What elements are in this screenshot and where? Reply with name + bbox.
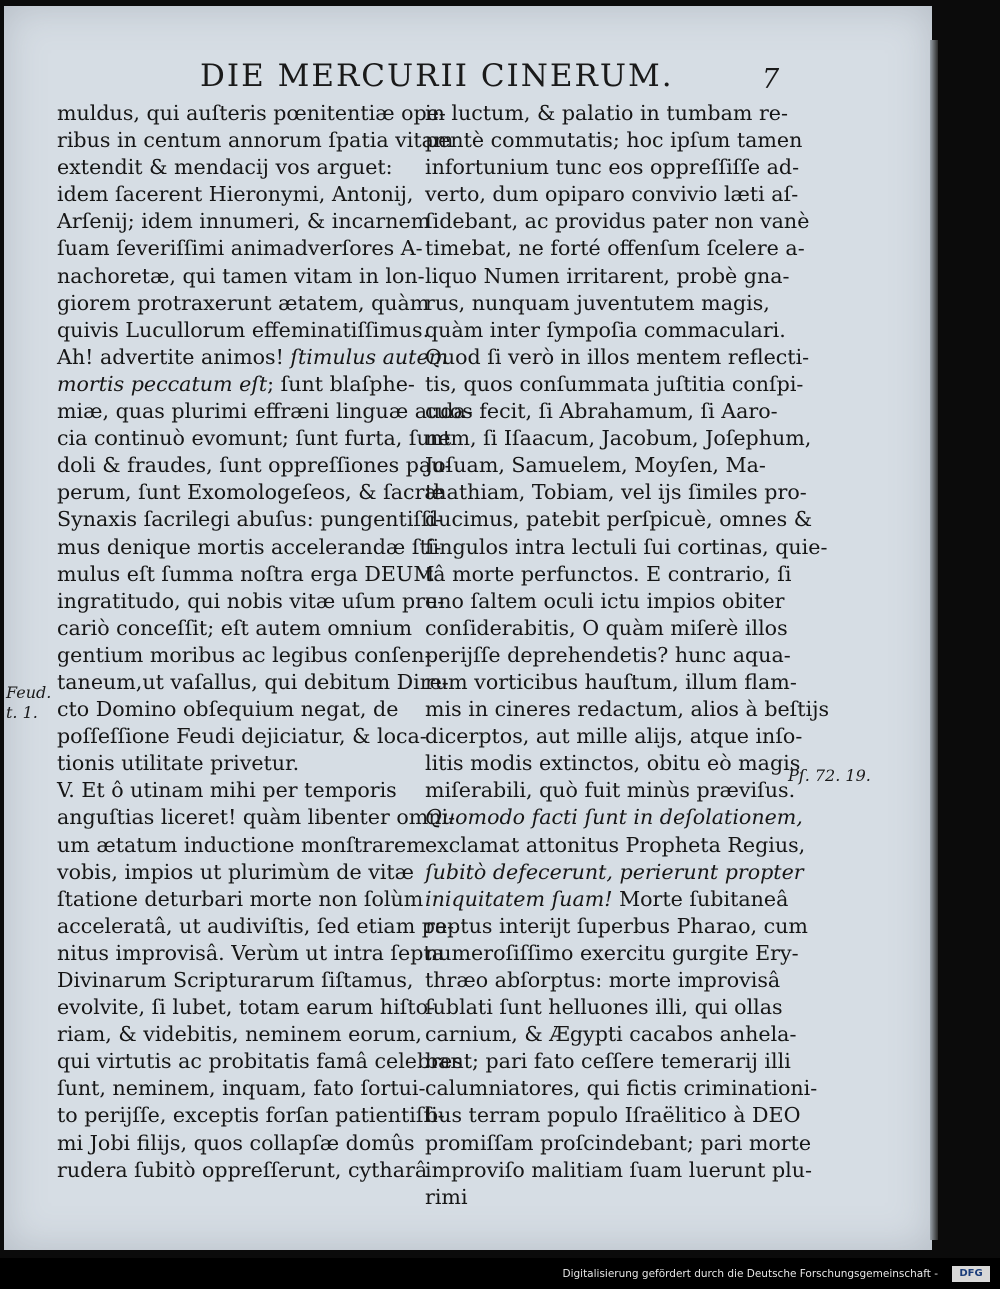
text-line: verto, dum opiparo convivio læti aſ- xyxy=(425,182,799,207)
text-line: pentè commutatis; hoc ipſum tamen xyxy=(425,128,803,153)
text-line: ſunt, neminem, inquam, fato ſortui- xyxy=(57,1076,426,1101)
text-line: ingratitudo, qui nobis vitæ uſum pre- xyxy=(57,588,445,613)
text-line: poſſeſſione Feudi dejiciatur, & loca- xyxy=(57,724,427,749)
text-line: Synaxis ſacrilegi abuſus: pungentiſſi- xyxy=(57,507,443,532)
page-number: 7 xyxy=(762,64,780,95)
text-line: infortunium tunc eos oppreſſiſſe ad- xyxy=(425,155,800,180)
text-line: in luctum, & palatio in tumbam re- xyxy=(425,101,788,125)
text-line: perum, ſunt Exomologeſeos, & ſacræ xyxy=(57,480,444,505)
text-line: thræo abſorptus: morte improvisâ xyxy=(425,968,781,992)
text-line: rudera ſubitò oppreſſerunt, cytharâ xyxy=(57,1157,428,1182)
text-line: perijſſe deprehendetis? hunc aqua- xyxy=(425,642,791,667)
text-line: cuos fecit, ſi Abrahamum, ſi Aaro- xyxy=(425,399,778,424)
text-line: rimi xyxy=(425,1184,468,1209)
text-line: ſubitò defecerunt, perierunt propter xyxy=(425,859,804,884)
text-line: Ah! advertite animos! ſtimulus autem xyxy=(57,344,449,369)
text-line: tâ morte perfunctos. E contrario, ſi xyxy=(425,561,792,586)
text-line: Quod ſi verò in illos mentem reflecti- xyxy=(425,344,810,369)
text-line: V. Et ô utinam mihi per temporis xyxy=(57,778,397,803)
text-line: calumniatores, qui fictis criminationi- xyxy=(425,1076,818,1101)
text-line: um ætatum inductione monſtrarem xyxy=(57,832,426,857)
text-line: exclamat attonitus Propheta Regius, xyxy=(425,832,806,857)
text-line: Arſenij; idem innumeri, & incarnem xyxy=(57,209,431,234)
text-line: miſerabili, quò fuit minùs præviſus. xyxy=(425,778,796,803)
text-line: improviſo malitiam ſuam luerunt plu- xyxy=(425,1157,812,1182)
text-line: litis modis extinctos, obitu eò magis xyxy=(425,751,801,776)
text-line: giorem protraxerunt ætatem, quàm xyxy=(57,290,430,315)
text-line: ribus in centum annorum ſpatia vitam xyxy=(57,128,454,153)
text-line: cariò conceſſit; eſt autem omnium xyxy=(57,615,412,640)
text-line: mulus eſt ſumma noſtra erga DEUM xyxy=(57,561,435,586)
text-line: mortis peccatum eſt; ſunt blaſphe- xyxy=(57,371,415,396)
text-line: raptus interijt ſuperbus Pharao, cum xyxy=(425,913,808,938)
text-line: taneum,ut vaſallus, qui debitum Dire- xyxy=(57,669,449,694)
text-line: ſublati ſunt helluones illi, qui ollas xyxy=(425,995,783,1020)
text-line: acceleratâ, ut audiviſtis, ſed etiam pe- xyxy=(57,913,455,938)
text-line: mis in cineres redactum, alios à beſtijs xyxy=(425,697,830,722)
text-line: dicerptos, aut mille alijs, atque inſo- xyxy=(425,724,803,749)
text-line: tis, quos conſummata juſtitia conſpi- xyxy=(425,371,804,396)
text-line: tionis utilitate privetur. xyxy=(57,751,300,776)
text-line: nachoretæ, qui tamen vitam in lon- xyxy=(57,263,425,288)
dfg-logo: DFG xyxy=(952,1266,990,1282)
margin-note-feud-line-2: t. 1. xyxy=(6,703,38,722)
text-line: uno ſaltem oculi ictu impios obiter xyxy=(425,588,785,613)
text-line: conſiderabitis, O quàm miſerè illos xyxy=(425,615,788,640)
text-line: Quomodo facti ſunt in deſolationem, xyxy=(425,805,803,830)
text-line: evolvite, ſi lubet, totam earum hiſto- xyxy=(57,995,435,1020)
text-column-left xyxy=(57,100,473,1184)
text-line: to perijſſe, exceptis forſan patientiſſi- xyxy=(57,1103,445,1128)
text-line: mi Jobi filijs, quos collapſæ domûs xyxy=(57,1130,415,1155)
text-line: promiſſam proſcindebant; pari morte xyxy=(425,1130,812,1155)
text-line: cia continuò evomunt; ſunt furta, ſunt xyxy=(57,426,452,451)
text-line: idem ſacerent Hieronymi, Antonij, xyxy=(57,182,414,207)
text-line: ducimus, patebit perſpicuè, omnes & xyxy=(425,507,813,532)
margin-note-psalm: Pſ. 72. 19. xyxy=(788,766,871,785)
text-line: cto Domino obſequium negat, de xyxy=(57,697,399,722)
text-line: quàm inter ſympoſia commaculari. xyxy=(425,317,786,342)
text-line: timebat, ne forté offenſum ſcelere a- xyxy=(425,236,805,261)
text-line: rus, nunquam juventutem magis, xyxy=(425,290,770,315)
text-line: Joſuam, Samuelem, Moyſen, Ma- xyxy=(425,453,766,478)
text-line: doli & fraudes, ſunt oppreſſiones pau- xyxy=(57,453,452,478)
page-edge xyxy=(930,40,938,1240)
margin-note-feud-line-1: Feud. xyxy=(6,683,52,702)
running-title: DIE MERCURII CINERUM. xyxy=(200,58,674,94)
text-line: vobis, impios ut plurimùm de vitæ xyxy=(57,859,415,884)
text-line: ſtatione deturbari morte non ſolùm xyxy=(57,886,424,911)
text-line: rum vorticibus hauſtum, illum flam- xyxy=(425,669,797,694)
margin-note-feud xyxy=(6,683,51,723)
text-line: carnium, & Ægypti cacabos anhela- xyxy=(425,1022,797,1047)
text-line: bus terram populo Iſraëlitico à DEO xyxy=(425,1103,801,1128)
text-line: extendit & mendacij vos arguet: xyxy=(57,155,393,180)
text-line: qui virtutis ac probitatis famâ celebres xyxy=(57,1049,463,1074)
text-line: nitus improvisâ. Verùm ut intra ſepta xyxy=(57,940,444,965)
text-line: quivis Lucullorum effeminatiſſimus. xyxy=(57,317,430,342)
text-line: gentium moribus ac legibus conſen- xyxy=(57,642,432,667)
text-line: miæ, quas plurimi effræni linguæ auda- xyxy=(57,399,473,424)
text-line: liquo Numen irritarent, probè gna- xyxy=(425,263,790,288)
text-line: ſuam ſeveriſſimi animadverſores A- xyxy=(57,236,423,261)
text-line: thathiam, Tobiam, vel ijs ſimiles pro- xyxy=(425,480,807,505)
text-line: Divinarum Scripturarum ſiſtamus, xyxy=(57,968,414,992)
text-line: riam, & videbitis, neminem eorum, xyxy=(57,1022,422,1047)
text-line: anguſtias liceret! quàm libenter omni- xyxy=(57,805,456,830)
text-line: muldus, qui auſteris pœnitentiæ ope- xyxy=(57,101,446,125)
text-line: bant; pari fato ceſſere temerarij illi xyxy=(425,1049,791,1074)
text-line: nem, ſi Iſaacum, Jacobum, Joſephum, xyxy=(425,426,812,451)
text-line: numeroſiſſimo exercitu gurgite Ery- xyxy=(425,940,799,965)
text-line: iniquitatem ſuam! Morte ſubitaneâ xyxy=(425,886,789,911)
footer-funding-text: Digitalisierung gefördert durch die Deutsche Forschungsgemeinschaft - xyxy=(562,1268,938,1280)
text-line: ſidebant, ac providus pater non vanè xyxy=(425,209,810,234)
text-line: ſingulos intra lectuli ſui cortinas, quie- xyxy=(425,534,828,559)
text-line: mus denique mortis accelerandæ ſti- xyxy=(57,534,442,559)
